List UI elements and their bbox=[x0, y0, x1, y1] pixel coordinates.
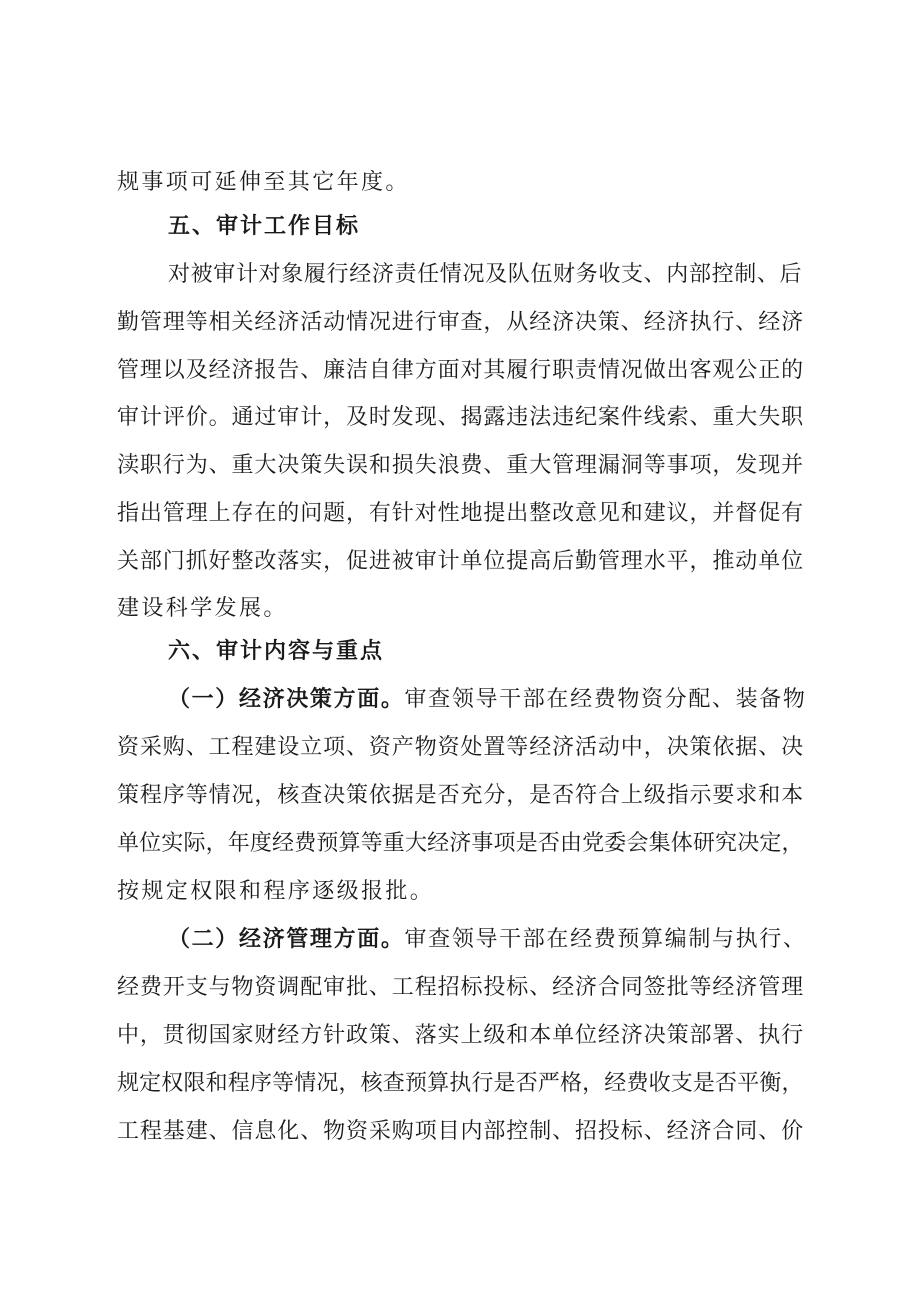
paragraph-line: 对被审计对象履行经济责任情况及队伍财务收支、内部控制、后 bbox=[168, 262, 803, 287]
paragraph-line: 勤管理等相关经济活动情况进行审查，从经济决策、经济执行、经济 bbox=[117, 310, 805, 335]
paragraph-line: 关部门抓好整改落实，促进被审计单位提高后勤管理水平，推动单位 bbox=[117, 549, 805, 574]
paragraph-line: 审计评价。通过审计，及时发现、揭露违法违纪案件线索、重大失职 bbox=[117, 405, 805, 430]
paragraph-line: 单位实际，年度经费预算等重大经济事项是否由党委会集体研究决定， bbox=[117, 831, 804, 856]
section-heading-5: 五、审计工作目标 bbox=[168, 214, 361, 239]
subsection-lead: （二）经济管理方面。 bbox=[168, 927, 405, 952]
paragraph-line: 规定权限和程序等情况，核查预算执行是否严格，经费收支是否平衡， bbox=[117, 1071, 804, 1096]
paragraph-line: 中，贯彻国家财经方针政策、落实上级和本单位经济决策部署、执行 bbox=[117, 1023, 805, 1048]
paragraph-line: 建设科学发展。 bbox=[117, 596, 288, 621]
continuation-line: 规事项可延伸至其它年度。 bbox=[117, 170, 410, 195]
subsection-lead: （一）经济决策方面。 bbox=[168, 687, 405, 712]
paragraph-line: 管理以及经济报告、廉洁自律方面对其履行职责情况做出客观公正的 bbox=[117, 358, 805, 383]
paragraph-text: 审查领导干部在经费物资分配、装备物 bbox=[404, 687, 807, 712]
paragraph-line: 指出管理上存在的问题，有针对性地提出整改意见和建议，并督促有 bbox=[117, 501, 805, 526]
paragraph-line bbox=[168, 925, 807, 955]
section-heading-6: 六、审计内容与重点 bbox=[168, 639, 385, 664]
paragraph-text: 审查领导干部在经费预算编制与执行、 bbox=[404, 927, 807, 952]
paragraph-line: 资采购、工程建设立项、资产物资处置等经济活动中，决策依据、决 bbox=[117, 735, 805, 760]
paragraph-line: 经费开支与物资调配审批、工程招标投标、经济合同签批等经济管理 bbox=[117, 975, 805, 1000]
paragraph-line: 渎职行为、重大决策失误和损失浪费、重大管理漏洞等事项，发现并 bbox=[117, 453, 805, 478]
paragraph-line: 工程基建、信息化、物资采购项目内部控制、招投标、经济合同、价 bbox=[117, 1119, 805, 1144]
paragraph-line: 按规定权限和程序逐级报批。 bbox=[117, 879, 435, 904]
paragraph-line bbox=[168, 685, 807, 715]
paragraph-line: 策程序等情况，核查决策依据是否充分，是否符合上级指示要求和本 bbox=[117, 783, 805, 808]
